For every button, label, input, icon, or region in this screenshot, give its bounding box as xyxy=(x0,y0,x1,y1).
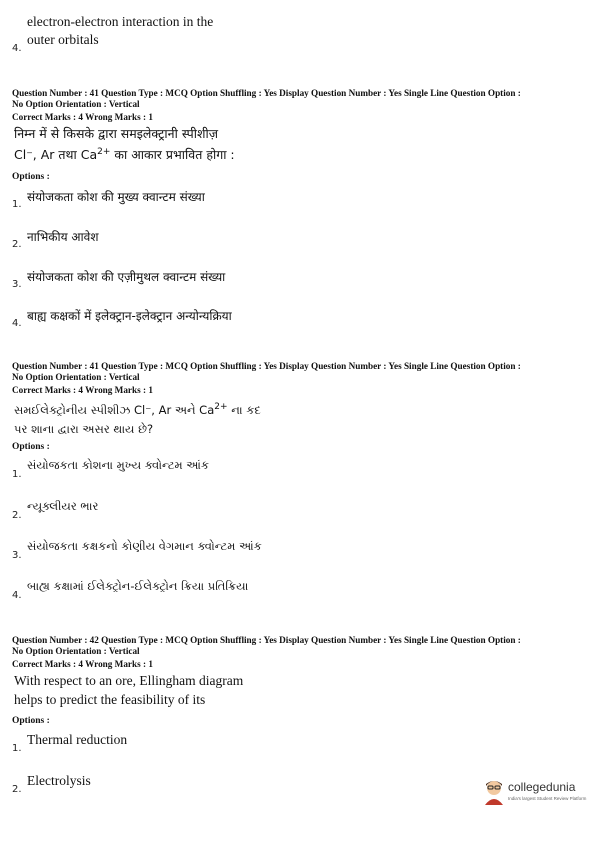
option-text: સંયોજકતા કક્ષકનો કોણીય વેગમાન ક્વોન્ટમ આંક xyxy=(27,539,262,553)
option-number: 1. xyxy=(12,743,22,754)
question-line: निम्न में से किसके द्वारा समइलेक्ट्रानी स्पीशीज़ xyxy=(14,126,219,141)
option-text: संयोजकता कोश की एज़ीमुथल क्वान्टम संख्या xyxy=(27,270,226,284)
meta-line: No Option Orientation : Vertical xyxy=(12,646,140,656)
options-label: Options : xyxy=(12,172,50,182)
question-fragment: Cl⁻, Ar तथा Ca xyxy=(14,147,98,163)
question-line: With respect to an ore, Ellingham diagram xyxy=(14,673,244,688)
options-label: Options : xyxy=(12,442,50,452)
question-meta xyxy=(12,635,521,670)
question-fragment: સમઈલેક્ટ્રોનીય સ્પીશીઝ Cl⁻, Ar અને Ca xyxy=(14,402,215,417)
question-meta xyxy=(12,361,521,396)
option-text: સંયોજકતા કોશના મુખ્ય ક્વોન્ટમ આંક xyxy=(27,458,210,472)
option-text: संयोजकता कोश की मुख्य क्वान्टम संख्या xyxy=(27,190,205,204)
option-number: 1. xyxy=(12,199,22,210)
option-number: 3. xyxy=(12,279,22,290)
question-fragment: का आकार प्रभावित होगा : xyxy=(110,147,235,163)
question-line: helps to predict the feasibility of its xyxy=(14,692,206,707)
superscript: 2+ xyxy=(214,402,228,412)
option-text: ન્યૂક્લીયર ભાર xyxy=(27,499,99,513)
student-mascot-icon xyxy=(482,778,506,806)
option-text: बाह्य कक्षकों में इलेक्ट्रान-इलेक्ट्रान अन्योन्यक्रिया xyxy=(27,309,232,323)
option-text: नाभिकीय आवेश xyxy=(27,230,99,244)
question-line xyxy=(14,398,261,420)
options-label: Options : xyxy=(12,716,50,726)
meta-line: Question Number : 41 Question Type : MCQ Option Shuffling : Yes Display Question Number : Yes Single Line Question Option : xyxy=(12,88,521,98)
option-number: 2. xyxy=(12,784,22,795)
option-number: 1. xyxy=(12,469,22,480)
option-number: 4. xyxy=(12,590,22,601)
question-text xyxy=(14,398,261,439)
marks-line: Correct Marks : 4 Wrong Marks : 1 xyxy=(12,385,153,395)
option-text: Thermal reduction xyxy=(27,732,128,747)
question-text xyxy=(14,671,243,709)
marks-line: Correct Marks : 4 Wrong Marks : 1 xyxy=(12,112,153,122)
meta-line: No Option Orientation : Vertical xyxy=(12,99,140,109)
question-fragment: ના કદ xyxy=(227,402,261,417)
question-line xyxy=(14,143,235,164)
option-text: outer orbitals xyxy=(27,32,99,47)
question-line: પર શાના દ્વારા અસર થાય છે? xyxy=(14,421,154,436)
option-number: 3. xyxy=(12,550,22,561)
marks-line: Correct Marks : 4 Wrong Marks : 1 xyxy=(12,659,153,669)
option-text: Electrolysis xyxy=(27,773,91,788)
meta-line: Question Number : 41 Question Type : MCQ Option Shuffling : Yes Display Question Number : Yes Single Line Question Option : xyxy=(12,361,521,371)
option-number: 2. xyxy=(12,239,22,250)
option-number: 4. xyxy=(12,318,22,329)
option-number: 4. xyxy=(12,43,22,54)
option-text: બાહ્ય કક્ષામાં ઈલેક્ટ્રોન-ઈલેક્ટ્રોન ક્રિયા પ્રતિક્રિયા xyxy=(27,579,249,593)
meta-line: Question Number : 42 Question Type : MCQ Option Shuffling : Yes Display Question Number : Yes Single Line Question Option : xyxy=(12,635,521,645)
option-number: 2. xyxy=(12,510,22,521)
meta-line: No Option Orientation : Vertical xyxy=(12,372,140,382)
logo-tagline: India's largest Student Review Platform xyxy=(508,796,587,801)
option-text-line1: electron-electron interaction in the xyxy=(27,14,214,29)
superscript: 2+ xyxy=(97,147,111,157)
collegedunia-logo xyxy=(482,778,590,808)
question-meta xyxy=(12,88,521,123)
question-text xyxy=(14,124,235,164)
logo-name: collegedunia xyxy=(508,780,576,794)
